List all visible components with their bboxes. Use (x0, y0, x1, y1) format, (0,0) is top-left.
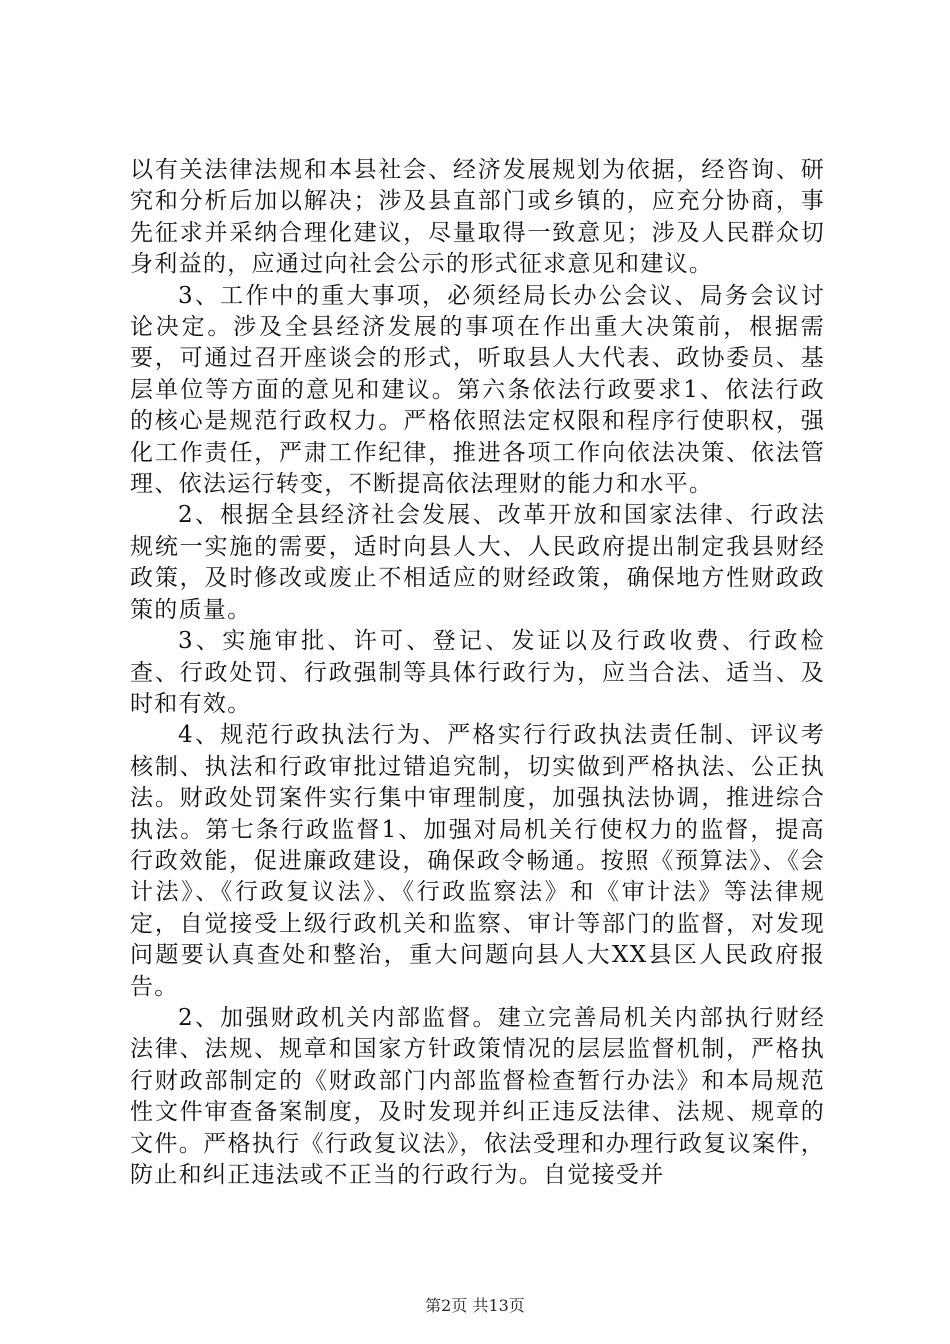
paragraph-continuation: 以有关法律法规和本县社会、经济发展规划为依据，经咨询、研究和分析后加以解决；涉及县直部门或乡镇的，应充分协商，事先征求并采纳合理化建议，尽量取得一致意见；涉及人民群众切身利益的，应通过向社会公示的形式征求意见和建议。 (130, 157, 825, 278)
document-body (130, 155, 825, 1191)
page-number-footer: 第2页 共13页 (425, 1296, 525, 1315)
paragraph-item-2-policy: 2、根据全县经济社会发展、改革开放和国家法律、行政法规统一实施的需要，适时向县人大、人民政府提出制定我县财经政策，及时修改或废止不相适应的财经政策，确保地方性财政政策的质量。 (130, 502, 825, 623)
paragraph-item-3-major-matters: 3、工作中的重大事项，必须经局长办公会议、局务会议讨论决定。涉及全县经济发展的事项在作出重大决策前，根据需要，可通过召开座谈会的形式，听取县人大代表、政协委员、基层单位等方面的意见和建议。第六条依法行政要求1、依法行政的核心是规范行政权力。严格依照法定权限和程序行使职权，强化工作责任，严肃工作纪律，推进各项工作向依法决策、依法管理、依法运行转变，不断提高依法理财的能力和水平。 (130, 282, 825, 498)
paragraph-item-4-enforcement: 4、规范行政执法行为、严格实行行政执法责任制、评议考核制、执法和行政审批过错追究制，切实做到严格执法、公正执法。财政处罚案件实行集中审理制度，加强执法协调，推进综合执法。第七条行政监督1、加强对局机关行使权力的监督，提高行政效能，促进廉政建设，确保政令畅通。按照《预算法》、《会计法》、《行政复议法》、《行政监察法》和《审计法》等法律规定，自觉接受上级行政机关和监察、审计等部门的监督，对发现问题要认真查处和整治，重大问题向县人大XX县区人民政府报告。 (130, 722, 825, 1000)
paragraph-item-2-internal-supervision: 2、加强财政机关内部监督。建立完善局机关内部执行财经法律、法规、规章和国家方针政策情况的层层监督机制，严格执行财政部制定的《财政部门内部监督检查暂行办法》和本局规范性文件审查备案制度，及时发现并纠正违反法律、法规、规章的文件。严格执行《行政复议法》，依法受理和办理行政复议案件，防止和纠正违法或不正当的行政行为。自觉接受并 (130, 1004, 825, 1188)
paragraph-item-3-administrative-acts: 3、实施审批、许可、登记、发证以及行政收费、行政检查、行政处罚、行政强制等具体行政行为，应当合法、适当、及时和有效。 (130, 628, 825, 717)
